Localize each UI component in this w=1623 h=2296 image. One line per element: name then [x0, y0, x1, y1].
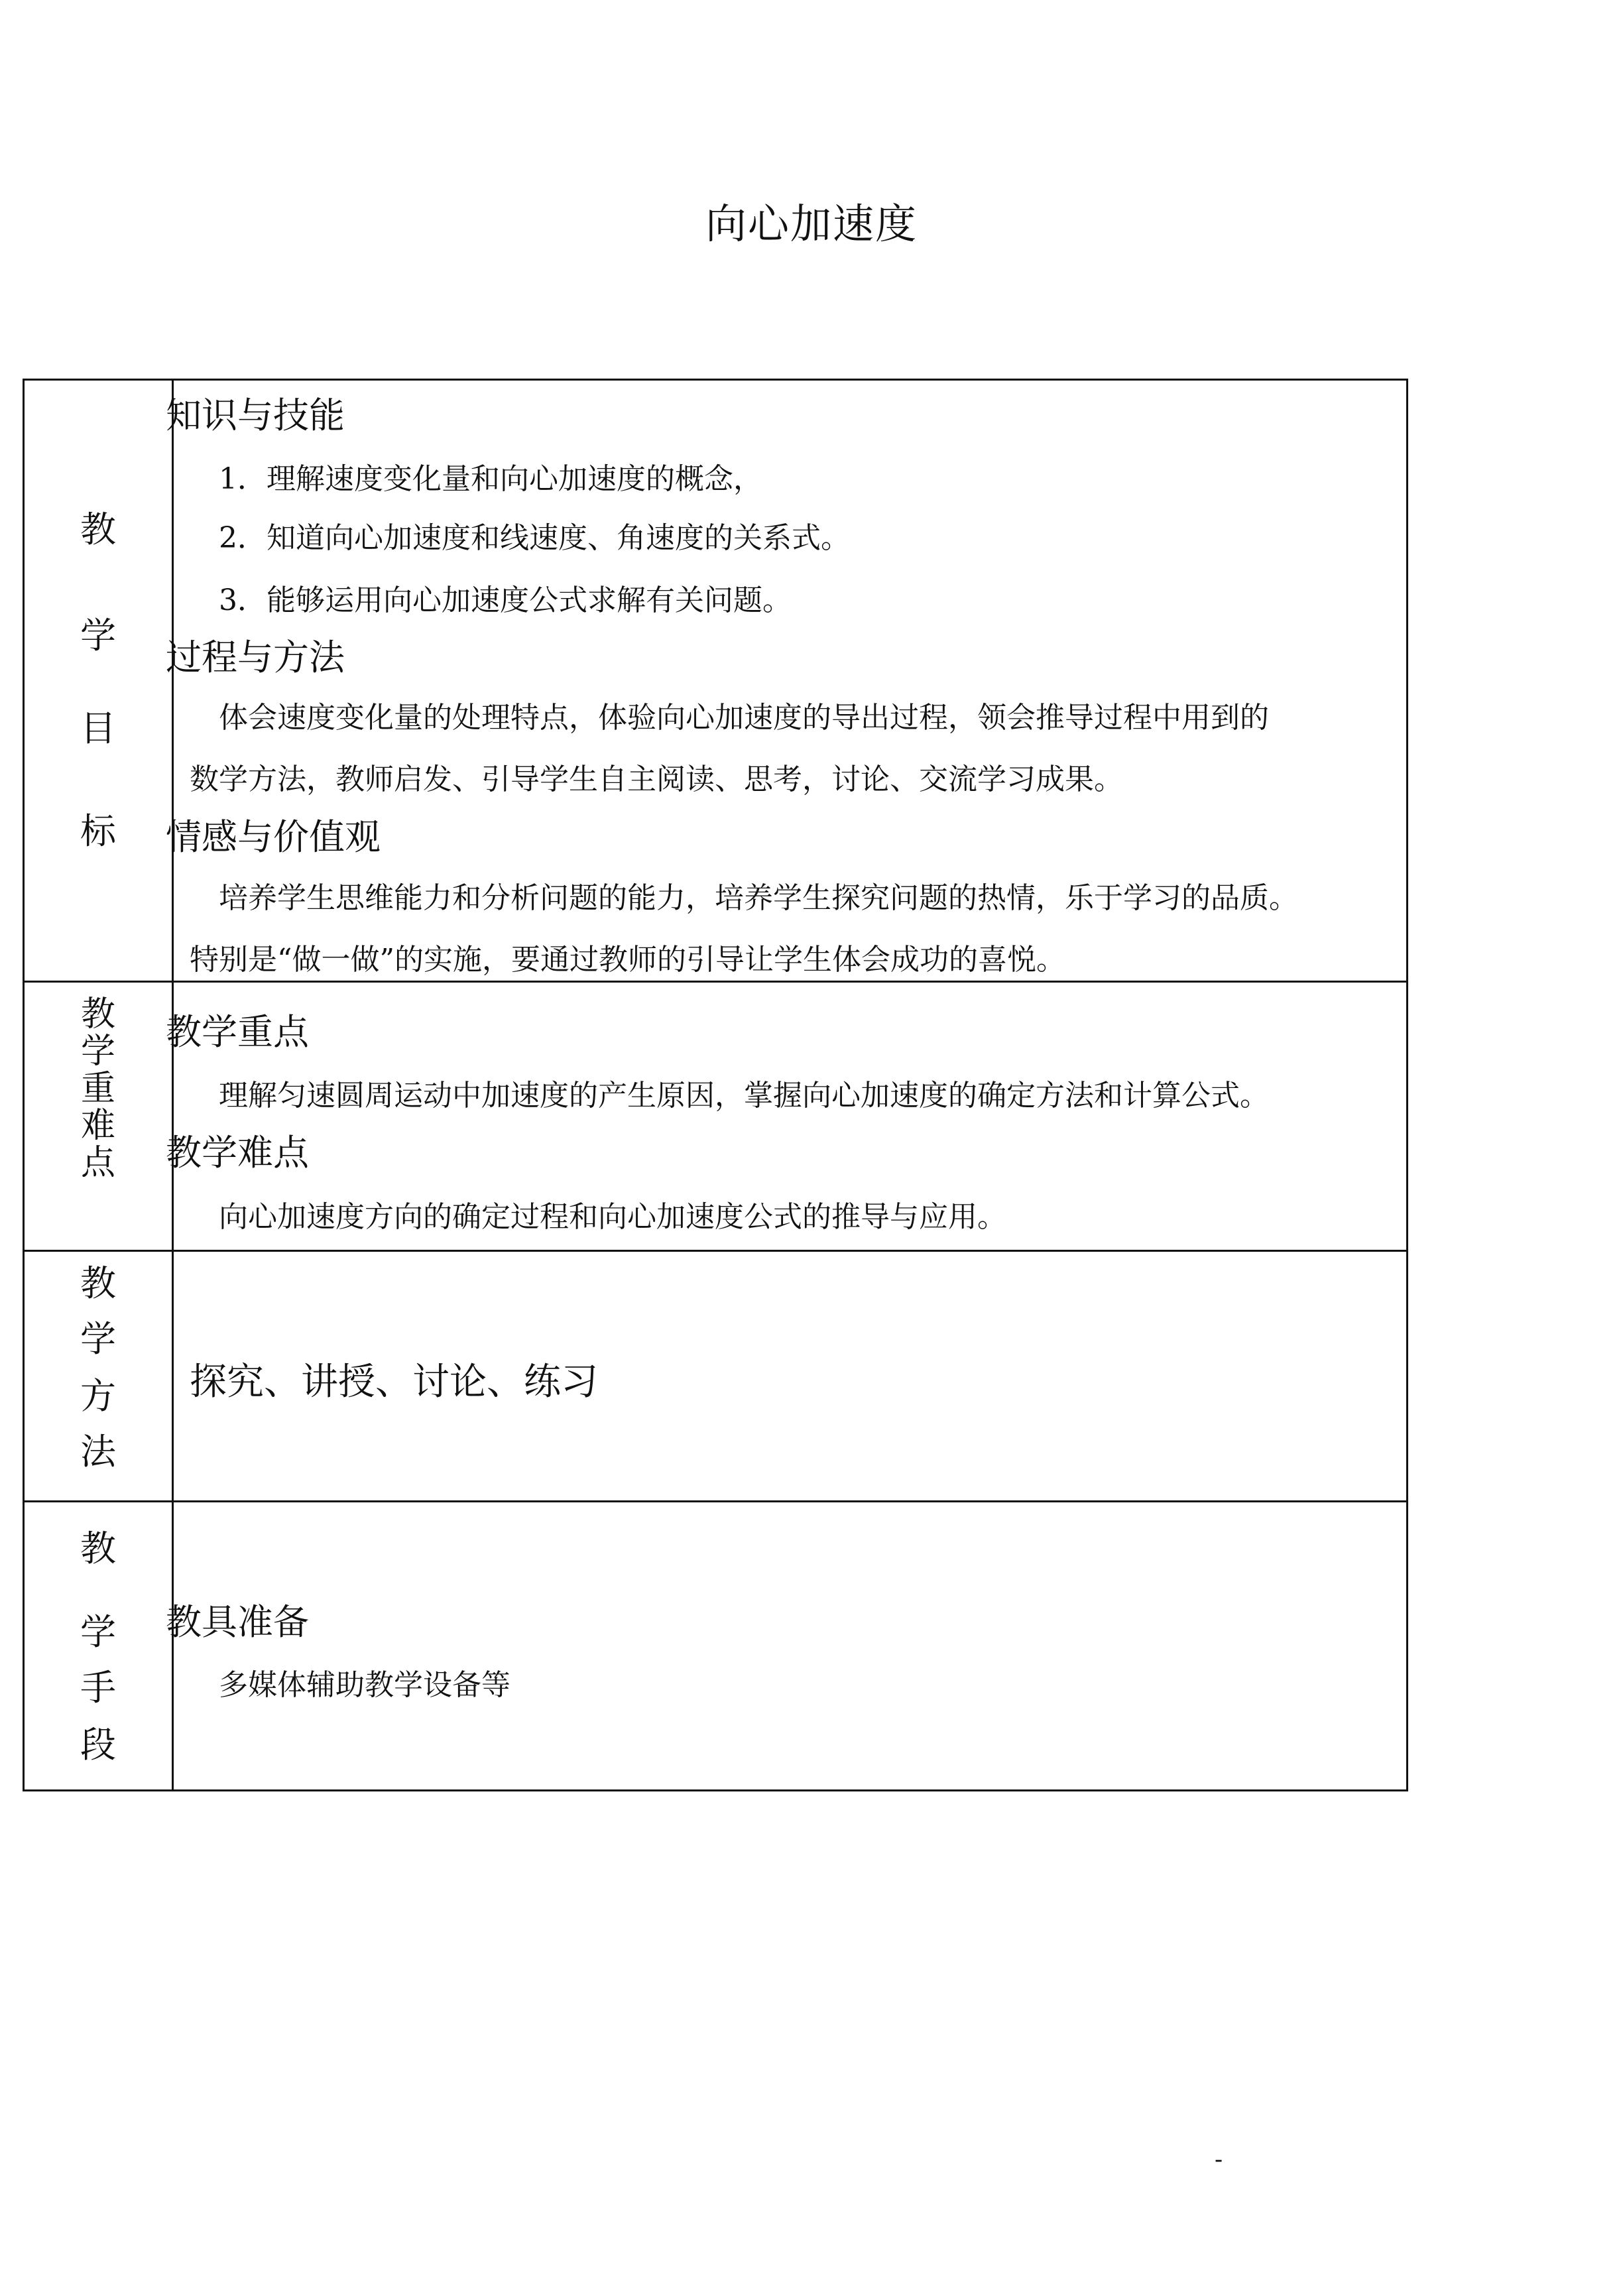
methods-text: 探究、讲授、讨论、练习: [190, 1360, 598, 1404]
focus-text: 理解匀速圆周运动中加速度的产生原因，掌握向心加速度的确定方法和计算公式。: [219, 1079, 1269, 1113]
label-char: 教: [80, 1262, 116, 1304]
page-marker: -: [1215, 2146, 1223, 2173]
label-key-difficult-points: [24, 982, 173, 1251]
section-heading-emotion: 情感与价值观: [166, 816, 381, 858]
label-char: 重: [80, 1069, 115, 1109]
label-char: 学: [80, 1611, 116, 1653]
process-line: 数学方法，教师启发、引导学生自主阅读、思考，讨论、交流学习成果。: [190, 762, 1123, 796]
label-char: 方: [80, 1375, 116, 1417]
label-char: 教: [80, 995, 115, 1034]
section-heading-knowledge: 知识与技能: [166, 394, 345, 436]
label-char: 难: [80, 1106, 115, 1146]
label-char: 法: [80, 1431, 116, 1473]
section-heading-process: 过程与方法: [166, 636, 345, 678]
label-char: 学: [80, 1318, 116, 1360]
content-teaching-means: [173, 1502, 1408, 1791]
section-heading-means: 教具准备: [166, 1601, 309, 1643]
label-stack: [25, 996, 172, 1181]
difficulty-text: 向心加速度方向的确定过程和向心加速度公式的推导与应用。: [219, 1200, 1006, 1234]
knowledge-item: 1．理解速度变化量和向心加速度的概念，: [219, 462, 762, 496]
page-title: 向心加速度: [705, 200, 918, 248]
label-teaching-goals: [24, 380, 173, 982]
row-teaching-means: [24, 1502, 1408, 1791]
label-char: 学: [80, 615, 116, 656]
label-char: 教: [80, 1528, 116, 1569]
label-char: 教: [80, 509, 116, 550]
label-char: 点: [80, 1143, 115, 1183]
process-line: 体会速度变化量的处理特点，体验向心加速度的导出过程，领会推导过程中用到的: [219, 701, 1269, 735]
label-char: 目: [80, 707, 116, 749]
label-teaching-methods: [24, 1251, 173, 1502]
knowledge-item: 3．能够运用向心加速度公式求解有关问题。: [219, 583, 792, 617]
label-char: 手: [80, 1667, 116, 1709]
label-teaching-means: [24, 1502, 173, 1791]
label-char: 段: [80, 1724, 116, 1766]
emotion-line: 培养学生思维能力和分析问题的能力，培养学生探究问题的热情，乐于学习的品质。: [219, 881, 1298, 915]
section-heading-focus: 教学重点: [166, 1011, 309, 1053]
label-char: 标: [80, 810, 116, 852]
emotion-line: 特别是“做一做”的实施，要通过教师的引导让学生体会成功的喜悦。: [190, 943, 1065, 977]
label-char: 学: [80, 1032, 115, 1071]
section-heading-difficulty: 教学难点: [166, 1132, 309, 1174]
means-text: 多媒体辅助教学设备等: [219, 1668, 511, 1702]
knowledge-item: 2．知道向心加速度和线速度、角速度的关系式。: [219, 521, 850, 555]
